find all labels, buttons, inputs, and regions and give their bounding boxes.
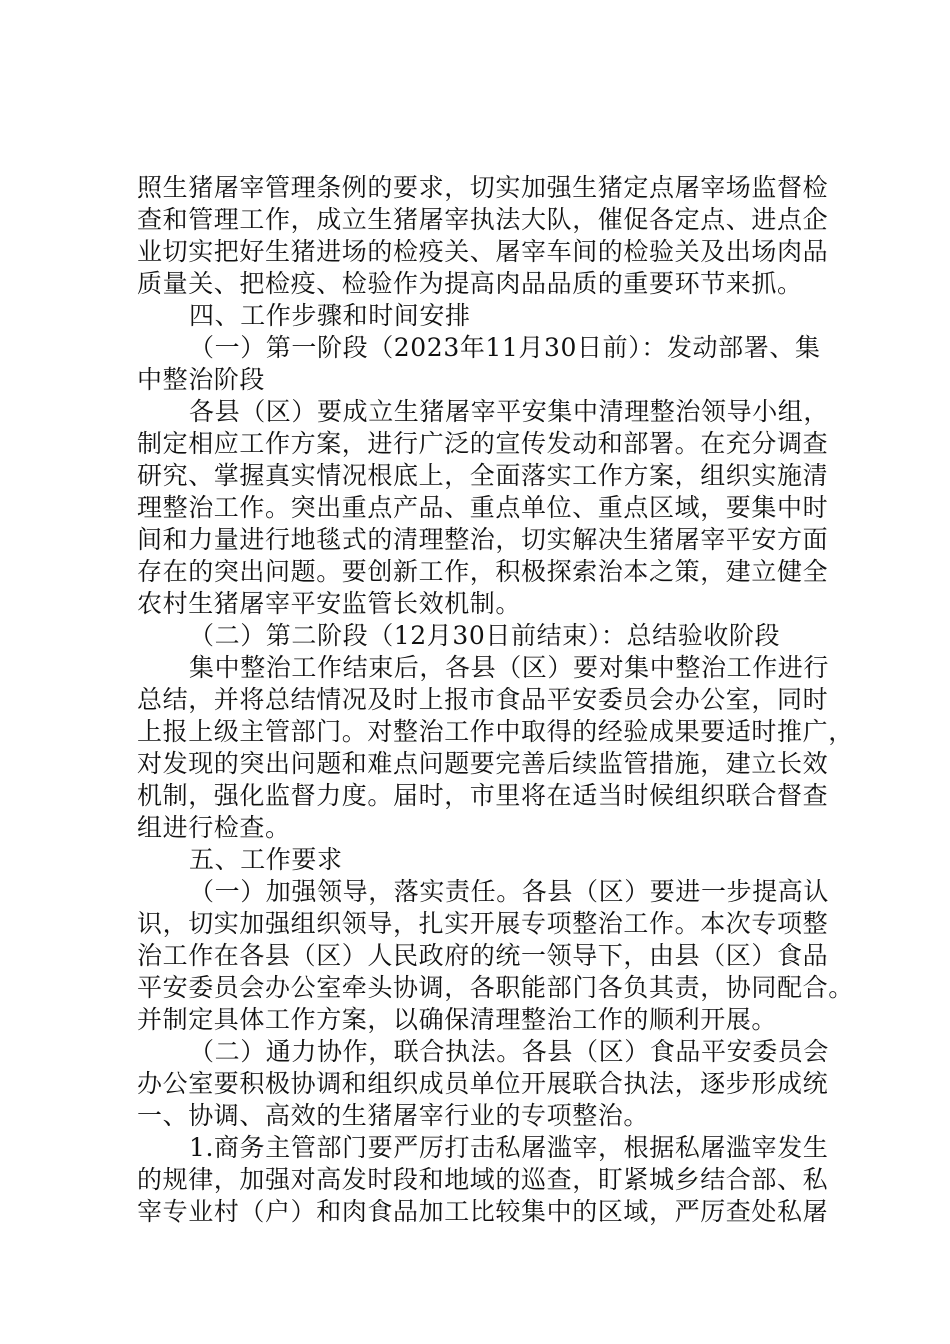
text-line: 集中整治工作结束后，各县（区）要对集中整治工作进行 — [189, 653, 830, 682]
text-line: （一）加强领导，落实责任。各县（区）要进一步提高认 — [189, 877, 830, 906]
section-heading: 四、工作步骤和时间安排 — [189, 301, 471, 330]
text-line: 并制定具体工作方案，以确保清理整治工作的顺利开展。 — [137, 1005, 778, 1034]
subsection-heading: （二）第二阶段（12月30日前结束）：总结验收阶段 — [189, 621, 781, 650]
text-line: 间和力量进行地毯式的清理整治，切实解决生猪屠宰平安方面 — [137, 525, 829, 554]
text-line: 机制，强化监督力度。届时，市里将在适当时候组织联合督查 — [137, 781, 829, 810]
text-line: 一、协调、高效的生猪屠宰行业的专项整治。 — [137, 1101, 650, 1130]
text-line: 制定相应工作方案，进行广泛的宣传发动和部署。在充分调查 — [137, 429, 829, 458]
text-line: 理整治工作。突出重点产品、重点单位、重点区域，要集中时 — [137, 493, 829, 522]
text-line: 宰专业村（户）和肉食品加工比较集中的区域，严厉查处私屠 — [137, 1197, 829, 1226]
section-heading: 五、工作要求 — [189, 845, 343, 874]
text-line: 业切实把好生猪进场的检疫关、屠宰车间的检验关及出场肉品 — [137, 237, 829, 266]
text-line: 总结，并将总结情况及时上报市食品平安委员会办公室，同时 — [137, 685, 829, 714]
text-line: 存在的突出问题。要创新工作，积极探索治本之策，建立健全 — [137, 557, 829, 586]
text-line: 质量关、把检疫、检验作为提高肉品品质的重要环节来抓。 — [137, 269, 803, 298]
text-line: 照生猪屠宰管理条例的要求，切实加强生猪定点屠宰场监督检 — [137, 173, 829, 202]
text-line: 组进行检查。 — [137, 813, 291, 842]
text-line: （二）通力协作，联合执法。各县（区）食品平安委员会 — [189, 1037, 830, 1066]
text-line: 对发现的突出问题和难点问题要完善后续监管措施，建立长效 — [137, 749, 829, 778]
text-line: 各县（区）要成立生猪屠宰平安集中清理整治领导小组， — [189, 397, 830, 426]
subsection-heading-cont: 中整治阶段 — [137, 365, 266, 394]
subsection-heading: （一）第一阶段（2023年11月30日前）：发动部署、集 — [189, 333, 821, 362]
text-line: 治工作在各县（区）人民政府的统一领导下，由县（区）食品 — [137, 941, 829, 970]
text-line: 的规律，加强对高发时段和地域的巡查，盯紧城乡结合部、私 — [137, 1165, 829, 1194]
text-line: 上报上级主管部门。对整治工作中取得的经验成果要适时推广， — [137, 717, 854, 746]
text-line: 研究、掌握真实情况根底上，全面落实工作方案，组织实施清 — [137, 461, 829, 490]
text-line: 识，切实加强组织领导，扎实开展专项整治工作。本次专项整 — [137, 909, 829, 938]
document-body — [137, 172, 854, 1228]
text-line: 办公室要积极协调和组织成员单位开展联合执法，逐步形成统 — [137, 1069, 829, 1098]
text-line: 1.商务主管部门要严厉打击私屠滥宰，根据私屠滥宰发生 — [189, 1133, 829, 1162]
text-line: 平安委员会办公室牵头协调，各职能部门各负其责，协同配合。 — [137, 973, 854, 1002]
text-line: 农村生猪屠宰平安监管长效机制。 — [137, 589, 522, 618]
text-line: 查和管理工作，成立生猪屠宰执法大队，催促各定点、进点企 — [137, 205, 829, 234]
